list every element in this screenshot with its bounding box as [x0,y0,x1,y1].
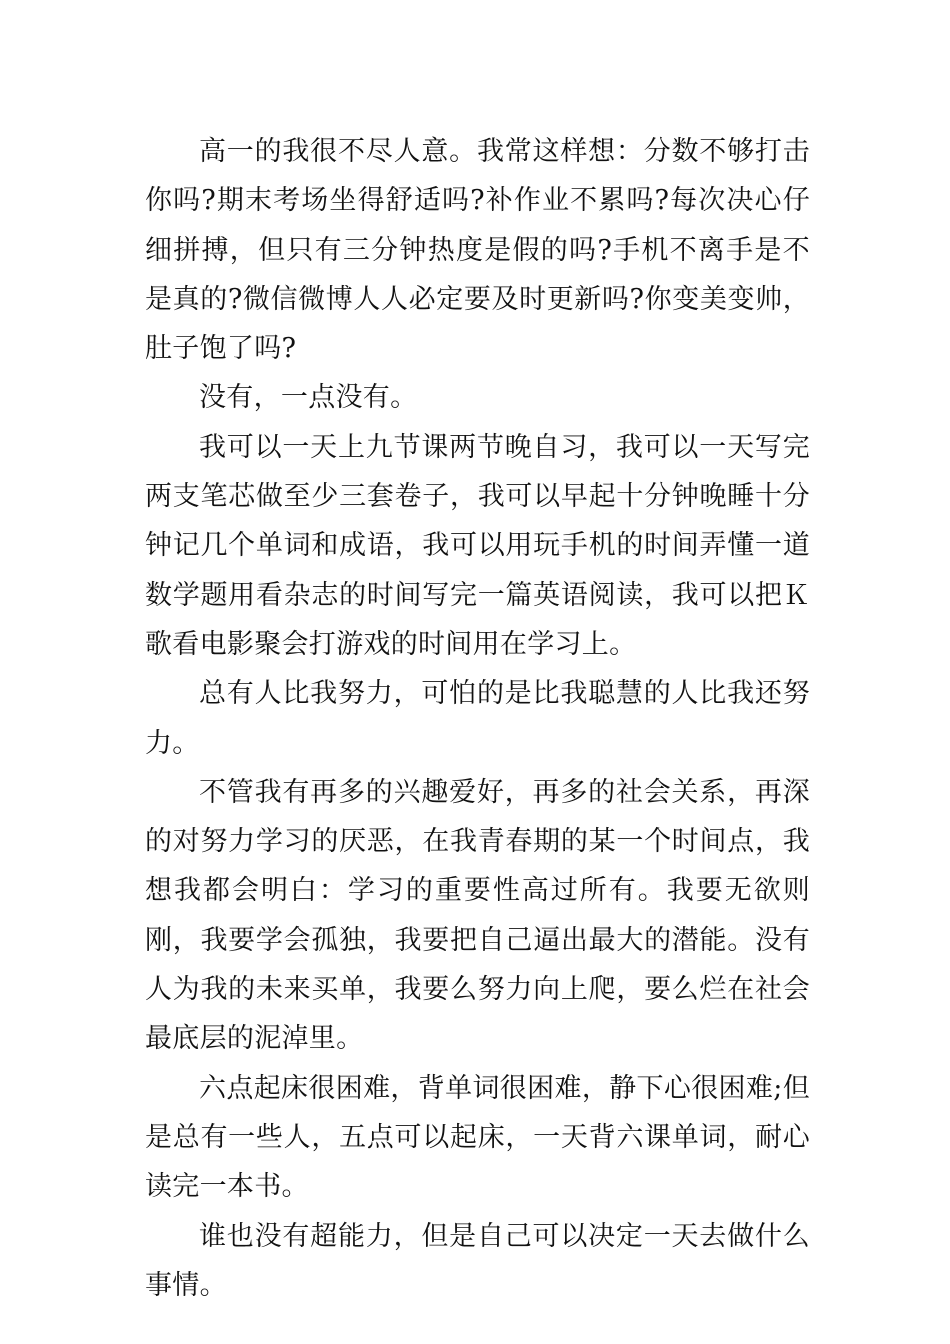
paragraph-4: 总有人比我努力，可怕的是比我聪慧的人比我还努力。 [145,678,810,759]
paragraph-5: 不管我有再多的兴趣爱好，再多的社会关系，再深的对努力学习的厌恶，在我青春期的某一个时间点，我想我都会明白：学习的重要性高过所有。我要无欲则刚，我要学会孤独，我要把自己逼出最大的潜能。没有人为我的未来买单，我要么努力向上爬，要么烂在社会最底层的泥淖里。 [145,776,810,1055]
paragraph-6: 六点起床很困难，背单词很困难，静下心很困难;但是总有一些人，五点可以起床，一天背六课单词，耐心读完一本书。 [145,1072,810,1203]
paragraph-2: 没有，一点没有。 [199,382,418,414]
document-body [145,127,810,1310]
paragraph-1: 高一的我很不尽人意。我常这样想：分数不够打击你吗?期末考场坐得舒适吗?补作业不累吗?每次决心仔细拼搏，但只有三分钟热度是假的吗?手机不离手是不是真的?微信微博人人必定要及时更新吗?你变美变帅，肚子饱了吗? [145,136,810,365]
paragraph-3: 我可以一天上九节课两节晚自习，我可以一天写完两支笔芯做至少三套卷子，我可以早起十分钟晚睡十分钟记几个单词和成语，我可以用玩手机的时间弄懂一道数学题用看杂志的时间写完一篇英语阅读，我可以把Ｋ歌看电影聚会打游戏的时间用在学习上。 [145,431,810,660]
paragraph-7: 谁也没有超能力，但是自己可以决定一天去做什么事情。 [145,1220,810,1301]
